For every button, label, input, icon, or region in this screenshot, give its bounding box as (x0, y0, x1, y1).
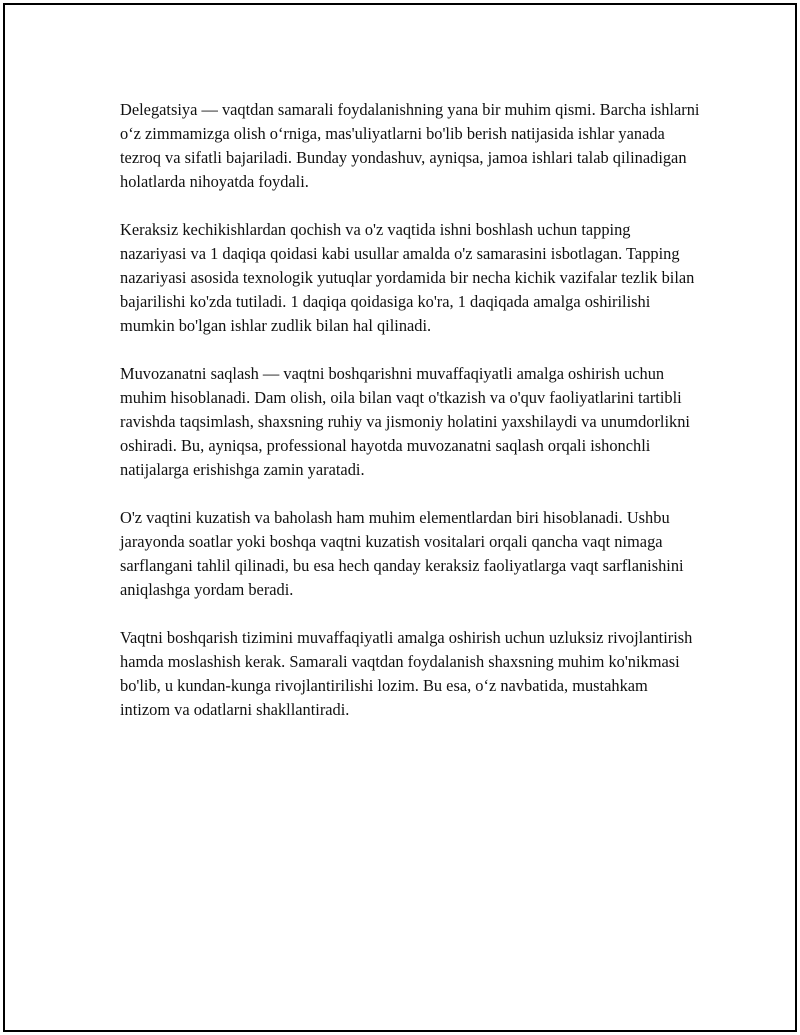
paragraph-balance: Muvozanatni saqlash — vaqtni boshqarishni muvaffaqiyatli amalga oshirish uchun muhim hisoblanadi. Dam olish, oila bilan vaqt o'tkazish va o'quv faoliyatlarini tartibli ravishda taqsimlash, shaxsning ruhiy va jismoniy holatini yaxshilaydi va unumdorlikni oshiradi. Bu, ayniqsa, professional hayotda muvozanatni saqlash orqali ishonchli natijalarga erishishga zamin yaratadi. (120, 364, 690, 479)
paragraph-continuous-improvement: Vaqtni boshqarish tizimini muvaffaqiyatli amalga oshirish uchun uzluksiz rivojlantirish hamda moslashish kerak. Samarali vaqtdan foydalanish shaxsning muhim ko'nikmasi bo'lib, u kundan-kunga rivojlantirilishi lozim. Bu esa, o‘z navbatida, mustahkam intizom va odatlarni shakllantiradi. (120, 628, 693, 719)
paragraph-procrastination: Keraksiz kechikishlardan qochish va o'z vaqtida ishni boshlash uchun tapping nazariyasi va 1 daqiqa qoidasi kabi usullar amalda o'z samarasini isbotlagan. Tapping nazariyasi asosida texnologik yutuqlar yordamida bir necha kichik vazifalar tezlik bilan bajarilishi ko'zda tutiladi. 1 daqiqa qoidasiga ko'ra, 1 daqiqada amalga oshirilishi mumkin bo'lgan ishlar zudlik bilan hal qilinadi. (120, 220, 695, 335)
document-body (120, 98, 700, 746)
page-border (3, 3, 797, 1032)
paragraph-time-tracking: O'z vaqtini kuzatish va baholash ham muhim elementlardan biri hisoblanadi. Ushbu jarayonda soatlar yoki boshqa vaqtni kuzatish vositalari orqali qancha vaqt nimaga sarflangani tahlil qilinadi, bu esa hech qanday keraksiz faoliyatlarga vaqt sarflanishini aniqlashga yordam beradi. (120, 508, 684, 599)
paragraph-delegation: Delegatsiya — vaqtdan samarali foydalanishning yana bir muhim qismi. Barcha ishlarni o‘z zimmamizga olish o‘rniga, mas'uliyatlarni bo'lib berish natijasida ishlar yanada tezroq va sifatli bajariladi. Bunday yondashuv, ayniqsa, jamoa ishlari talab qilinadigan holatlarda nihoyatda foydali. (120, 100, 700, 191)
